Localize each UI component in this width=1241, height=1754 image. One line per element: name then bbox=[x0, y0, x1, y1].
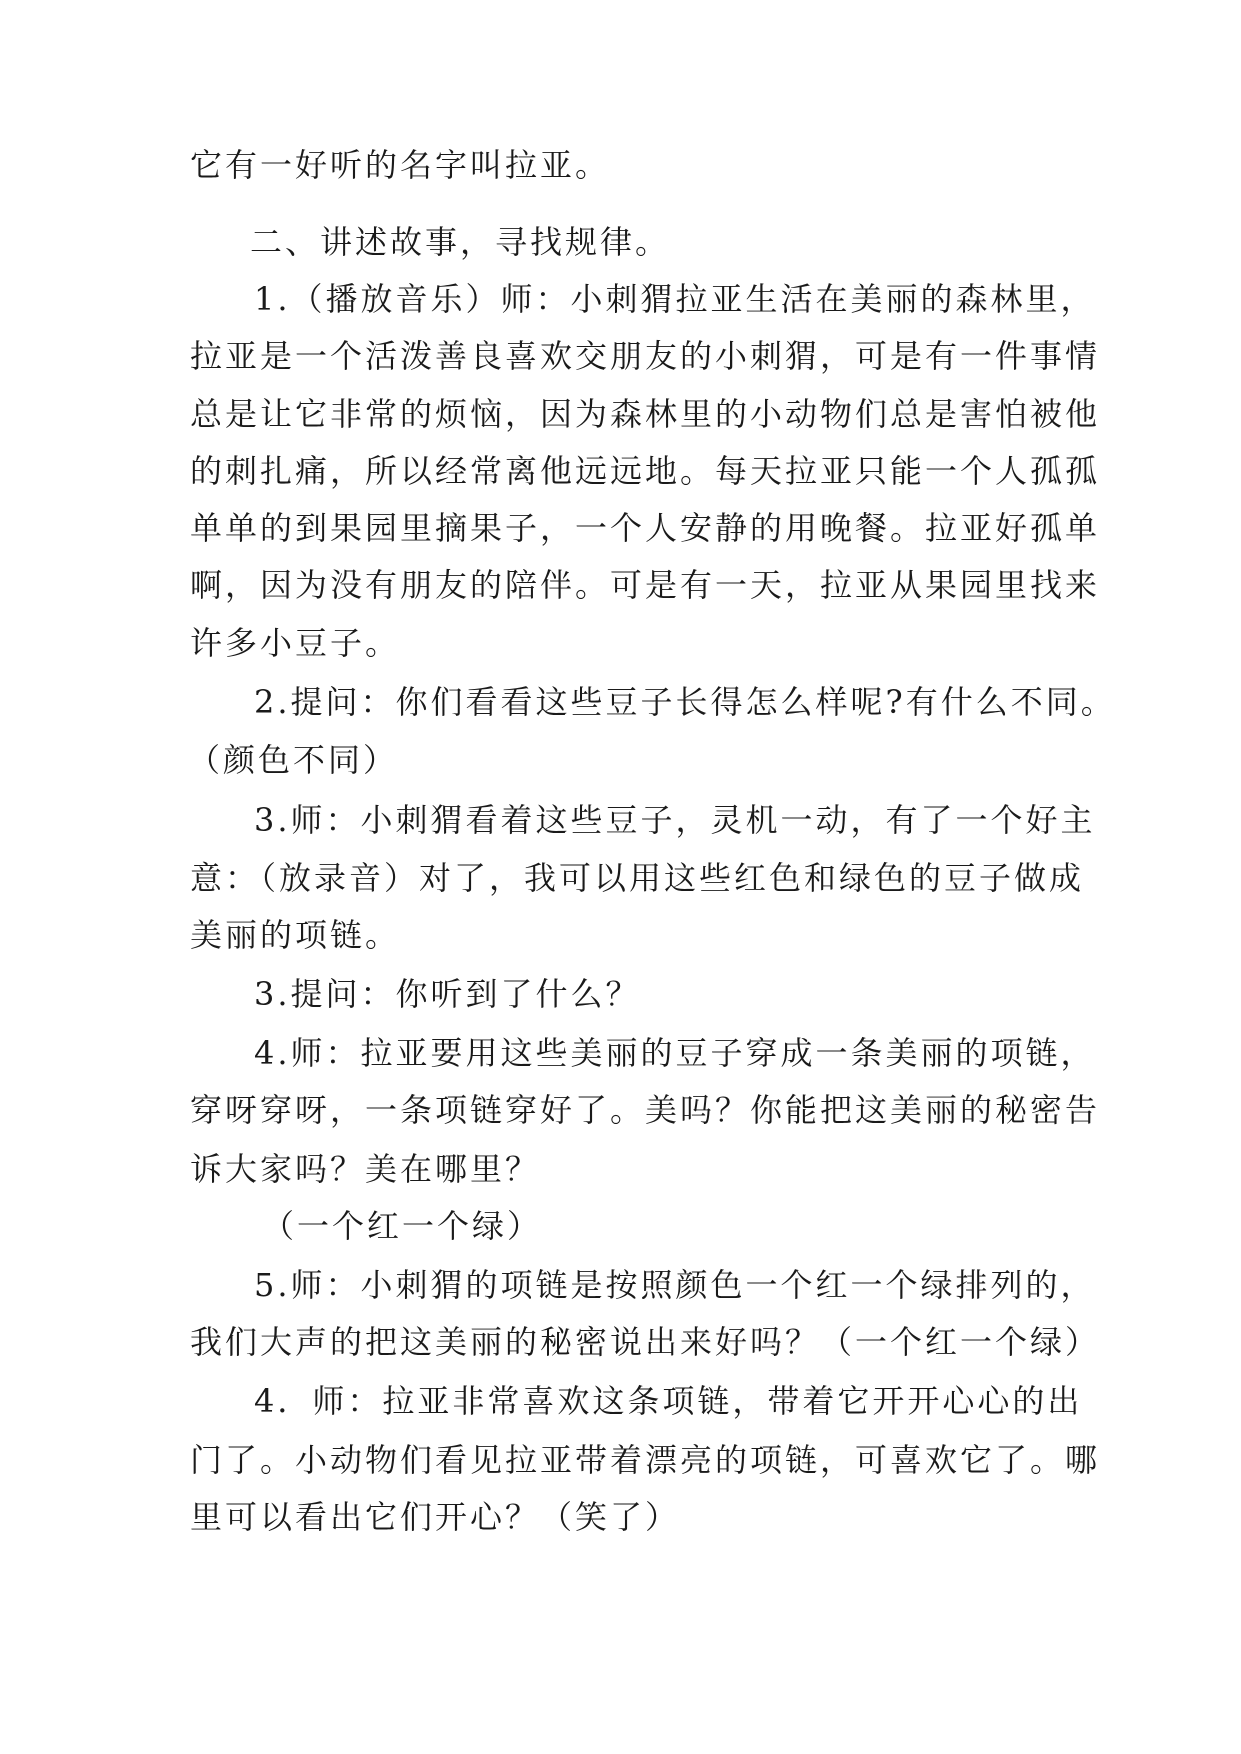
text-line: 它有一好听的名字叫拉亚。 bbox=[190, 146, 611, 184]
text-line: 总是让它非常的烦恼，因为森林里的小动物们总是害怕被他 bbox=[190, 395, 1101, 433]
text-line: 单单的到果园里摘果子，一个人安静的用晚餐。拉亚好孤单 bbox=[190, 509, 1101, 547]
text-line: 3.提问：你听到了什么？ bbox=[254, 975, 641, 1013]
text-line: 拉亚是一个活泼善良喜欢交朋友的小刺猬，可是有一件事情 bbox=[190, 337, 1101, 375]
text-line: （颜色不同） bbox=[188, 741, 399, 779]
text-line: 美丽的项链。 bbox=[190, 916, 401, 954]
text-line: 意：（放录音）对了，我可以用这些红色和绿色的豆子做成 bbox=[190, 859, 1085, 897]
text-line: 4.师：拉亚要用这些美丽的豆子穿成一条美丽的项链， bbox=[254, 1034, 1096, 1072]
text-line: 的刺扎痛，所以经常离他远远地。每天拉亚只能一个人孤孤 bbox=[190, 452, 1101, 490]
text-line: 许多小豆子。 bbox=[190, 624, 401, 662]
section-heading: 二、讲述故事，寻找规律。 bbox=[250, 223, 671, 261]
text-line: （一个红一个绿） bbox=[262, 1207, 543, 1245]
text-line: 2.提问：你们看看这些豆子长得怎么样呢?有什么不同。 bbox=[254, 683, 1116, 721]
text-line: 里可以看出它们开心？（笑了） bbox=[190, 1498, 681, 1536]
text-line: 啊，因为没有朋友的陪伴。可是有一天，拉亚从果园里找来 bbox=[190, 566, 1101, 604]
text-line: 1.（播放音乐）师：小刺猬拉亚生活在美丽的森林里， bbox=[254, 280, 1096, 318]
text-line: 门了。小动物们看见拉亚带着漂亮的项链，可喜欢它了。哪 bbox=[190, 1441, 1101, 1479]
text-line: 5.师：小刺猬的项链是按照颜色一个红一个绿排列的， bbox=[254, 1266, 1096, 1304]
text-line: 3.师：小刺猬看着这些豆子，灵机一动，有了一个好主 bbox=[254, 801, 1096, 839]
text-line: 穿呀穿呀，一条项链穿好了。美吗？你能把这美丽的秘密告 bbox=[190, 1091, 1101, 1129]
text-line: 诉大家吗？美在哪里？ bbox=[190, 1150, 541, 1188]
text-line: 4．师：拉亚非常喜欢这条项链，带着它开开心心的出 bbox=[254, 1382, 1083, 1420]
text-line: 我们大声的把这美丽的秘密说出来好吗？（一个红一个绿） bbox=[190, 1323, 1101, 1361]
